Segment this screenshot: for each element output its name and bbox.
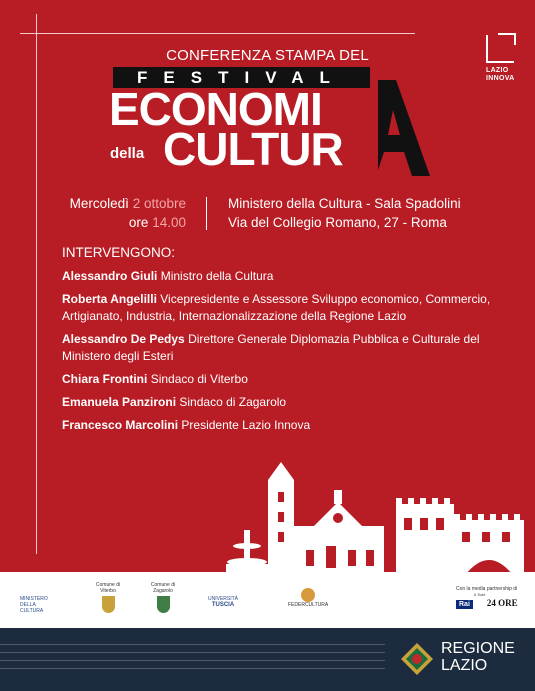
big-letter-a-graphic [368, 80, 430, 178]
conference-line: CONFERENZA STAMPA DEL [166, 47, 369, 64]
time-label: ore [128, 215, 149, 230]
speaker-item [62, 371, 517, 388]
ministero-cultura-logo: MINISTERO DELLA CULTURA [20, 596, 48, 614]
day-label: Mercoledì [69, 196, 129, 211]
speaker-name: Chiara Frontini [62, 372, 148, 386]
partner-logos-band [0, 572, 535, 628]
rai-logo: Rai [456, 600, 473, 609]
festival-banner: FESTIVAL [113, 67, 370, 88]
region-line1: REGIONE [441, 640, 515, 657]
media-partners: Con la media partnership di Rai $^{Il Sole}$ 24 ORE [456, 586, 518, 608]
speaker-name: Emanuela Panzironi [62, 395, 177, 409]
speaker-role: Sindaco di Zagarolo [179, 395, 287, 409]
time-value: 14.00 [152, 215, 186, 230]
speaker-role: Vicepresidente e Assessore Sviluppo economico, Commercio, Artigianato, Industria, Internazionalizzazione della Regione Lazio [62, 292, 491, 323]
logo-line1: LAZIO [486, 67, 509, 74]
venue-line1: Ministero della Cultura - Sala Spadolini [228, 196, 461, 211]
event-venue [228, 194, 461, 232]
zagarolo-crest-icon [157, 596, 170, 613]
comune-viterbo-logo: Comune di Viterbo [95, 582, 121, 613]
universita-tuscia-logo: UNIVERSITÀ TUSCIA [208, 596, 239, 608]
federcultura-emblem-icon [301, 588, 315, 602]
title-della: della [110, 145, 145, 162]
frame-line-vertical [36, 14, 37, 554]
speaker-role: Presidente Lazio Innova [181, 418, 311, 432]
speaker-item [62, 291, 517, 325]
viterbo-crest-icon [102, 596, 115, 613]
title-cultura: CULTUR [163, 123, 343, 175]
speaker-item [62, 268, 517, 285]
date-value: 2 ottobre [132, 196, 186, 211]
speaker-item [62, 331, 517, 365]
frame-line-horizontal [20, 33, 415, 34]
federcultura-logo: FEDERCULTURA [288, 588, 328, 608]
speakers-list [62, 268, 517, 440]
speaker-role: Ministro della Cultura [160, 269, 274, 283]
title-economia: ECONOMI [109, 83, 322, 135]
sole-small-label: Il Sole [474, 592, 486, 597]
region-line2: LAZIO [441, 657, 488, 674]
city-skyline-illustration [226, 460, 526, 574]
speaker-role: Direttore Generale Diplomazia Pubblica e Culturale del Ministero degli Esteri [62, 332, 480, 363]
date-venue-divider [206, 197, 207, 230]
comune-zagarolo-logo: Comune di Zagarolo [150, 582, 176, 613]
speaker-name: Francesco Marcolini [62, 418, 179, 432]
speaker-role: Sindaco di Viterbo [150, 372, 248, 386]
sole-24ore-logo: 24 ORE [486, 598, 518, 608]
speaker-name: Alessandro Giuli [62, 269, 158, 283]
speaker-item [62, 417, 517, 434]
speaker-name: Roberta Angelilli [62, 292, 157, 306]
event-date-time [62, 194, 186, 232]
regione-lazio-emblem-icon [400, 642, 434, 676]
speaker-item [62, 394, 517, 411]
speaker-name: Alessandro De Pedys [62, 332, 185, 346]
regione-lazio-wordmark [441, 640, 515, 674]
venue-line2: Via del Collegio Romano, 27 - Roma [228, 215, 447, 230]
speakers-heading: INTERVENGONO: [62, 245, 176, 260]
logo-line2: INNOVA [486, 75, 515, 82]
